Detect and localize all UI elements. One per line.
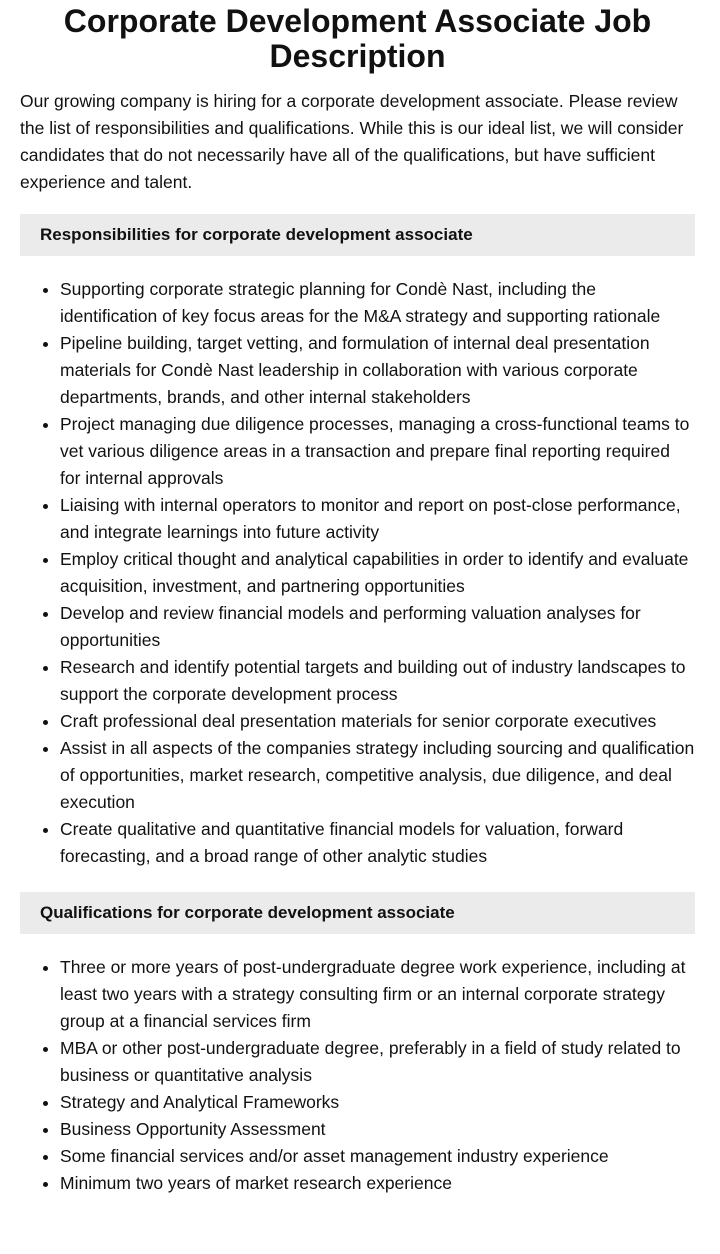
list-item: • Pipeline building, target vetting, and formulation of internal deal presentation materials for Condè Nast leadership in collaboration with various corporate departments, brands, and other internal stakeholders bbox=[60, 330, 695, 411]
list-item: • Project managing due diligence processes, managing a cross-functional teams to vet various diligence areas in a transaction and prepare final reporting required for internal approvals bbox=[60, 411, 695, 492]
responsibilities-list bbox=[20, 276, 695, 870]
qualifications-list bbox=[20, 954, 695, 1197]
responsibilities-heading: Responsibilities for corporate development associate bbox=[20, 214, 695, 256]
list-item: • Craft professional deal presentation materials for senior corporate executives bbox=[60, 708, 695, 735]
list-item: • Create qualitative and quantitative financial models for valuation, forward forecasting, and a broad range of other analytic studies bbox=[60, 816, 695, 870]
list-item: • Minimum two years of market research experience bbox=[60, 1170, 695, 1197]
list-item: • Business Opportunity Assessment bbox=[60, 1116, 695, 1143]
list-item: • Supporting corporate strategic planning for Condè Nast, including the identification of key focus areas for the M&A strategy and supporting rationale bbox=[60, 276, 695, 330]
qualifications-heading: Qualifications for corporate development associate bbox=[20, 892, 695, 934]
list-item: • Liaising with internal operators to monitor and report on post-close performance, and integrate learnings into future activity bbox=[60, 492, 695, 546]
list-item: • Strategy and Analytical Frameworks bbox=[60, 1089, 695, 1116]
list-item: • Employ critical thought and analytical capabilities in order to identify and evaluate acquisition, investment, and partnering opportunities bbox=[60, 546, 695, 600]
list-item: • Assist in all aspects of the companies strategy including sourcing and qualification of opportunities, market research, competitive analysis, due diligence, and deal execution bbox=[60, 735, 695, 816]
list-item: • MBA or other post-undergraduate degree, preferably in a field of study related to business or quantitative analysis bbox=[60, 1035, 695, 1089]
page-title: Corporate Development Associate Job Description bbox=[63, 3, 652, 74]
intro-paragraph: Our growing company is hiring for a corporate development associate. Please review the list of responsibilities and qualifications. While this is our ideal list, we will consider candidates that do not necessarily have all of the qualifications, but have sufficient experience and talent. bbox=[20, 91, 684, 192]
list-item: • Research and identify potential targets and building out of industry landscapes to support the corporate development process bbox=[60, 654, 695, 708]
list-item: • Develop and review financial models and performing valuation analyses for opportunities bbox=[60, 600, 695, 654]
job-description bbox=[0, 4, 720, 1197]
list-item: • Three or more years of post-undergraduate degree work experience, including at least two years with a strategy consulting firm or an internal corporate strategy group at a financial services firm bbox=[60, 954, 695, 1035]
list-item: • Some financial services and/or asset management industry experience bbox=[60, 1143, 695, 1170]
